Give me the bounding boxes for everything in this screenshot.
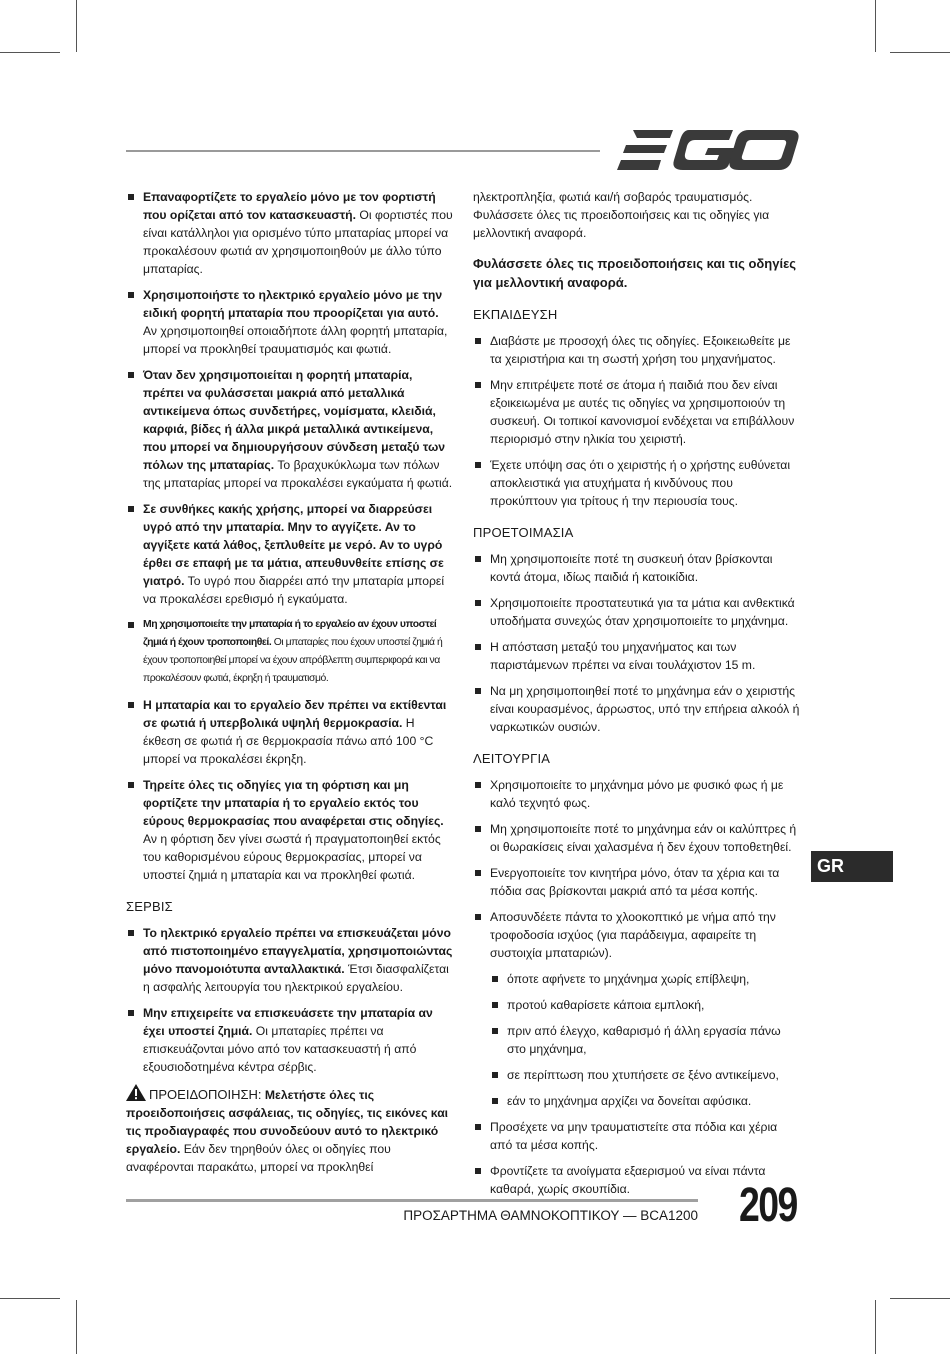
- crop-mark: [890, 52, 950, 53]
- preparation-bullet: Χρησιμοποιείτε προστατευτικά για τα μάτια και ανθεκτικά υποδήματα συνεχώς όταν χρησιμοποιείτε το μηχάνημα.: [473, 594, 801, 630]
- safety-bullet: Η μπαταρία και το εργαλείο δεν πρέπει να εκτίθενται σε φωτιά ή υπερβολικά υψηλή θερμοκρασία. Η έκθεση σε φωτιά ή σε θερμοκρασία πάνω από 100 °C μπορεί να προκαλέσει έκρηξη.: [126, 696, 454, 768]
- safety-bullet: Τηρείτε όλες τις οδηγίες για τη φόρτιση και μη φορτίζετε την μπαταρία ή το εργαλείο εκτός του εύρους θερμοκρασίας που αναφέρεται στις οδηγίες. Αν η φόρτιση δεν γίνει σωστά ή πραγματοποιηθεί εκτός του καθορισμένου εύρους θερμοκρασίας, μπορεί να υποστεί ζημιά η μπαταρία και να προκληθεί φωτιά.: [126, 776, 454, 884]
- operation-bullet: Χρησιμοποιείτε το μηχάνημα μόνο με φυσικό φως ή με καλό τεχνητό φως.: [473, 776, 801, 812]
- service-bullet: Μην επιχειρείτε να επισκευάσετε την μπαταρία αν έχει υποστεί ζημιά. Οι μπαταρίες πρέπει να επισκευάζονται μόνο από τον κατασκευαστή ή από εξουσιοδοτημένα κέντρα σέρβις.: [126, 1004, 454, 1076]
- operation-bullet: Μη χρησιμοποιείτε ποτέ το μηχάνημα εάν οι καλύπτρες ή οι θωρακίσεις είναι χαλασμένα ή δεν έχουν τοποθετηθεί.: [473, 820, 801, 856]
- left-column: [126, 188, 454, 1176]
- training-bullet: Διαβάστε με προσοχή όλες τις οδηγίες. Εξοικειωθείτε με τα χειριστήρια και τη σωστή χρήση του μηχανήματος.: [473, 332, 801, 368]
- training-bullet: Έχετε υπόψη σας ότι ο χειριστής ή ο χρήστης ευθύνεται αποκλειστικά για ατυχήματα ή κινδύνους που προκύπτουν για τρίτους ή την περιουσία τους.: [473, 456, 801, 510]
- footer-title: ΠΡΟΣΑΡΤΗΜΑ ΘΑΜΝΟΚΟΠΤΙΚΟΥ — BCA1200: [403, 1208, 698, 1223]
- disconnect-case-bullet: προτού καθαρίσετε κάποια εμπλοκή,: [490, 996, 801, 1014]
- disconnect-case-bullet: σε περίπτωση που χτυπήσετε σε ξένο αντικείμενο,: [490, 1066, 801, 1084]
- crop-mark: [890, 1298, 950, 1299]
- crop-mark: [875, 0, 876, 52]
- warning-block: ΠΡΟΕΙΔΟΠΟΙΗΣΗ: Μελετήστε όλες τις προειδοποιήσεις ασφάλειας, τις οδηγίες, τις εικόνες και τις προδιαγραφές που συνοδεύουν αυτό το ηλεκτρικό εργαλείο. Εάν δεν τηρηθούν όλες οι οδηγίες που αναφέρονται παρακάτω, μπορεί να προκληθεί: [126, 1084, 454, 1176]
- disconnect-case-bullet: όποτε αφήνετε το μηχάνημα χωρίς επίβλεψη,: [490, 970, 801, 988]
- disconnect-case-bullet: πριν από έλεγχο, καθαρισμό ή άλλη εργασία πάνω στο μηχάνημα,: [490, 1022, 801, 1058]
- disconnect-case-bullet: εάν το μηχάνημα αρχίζει να δονείται αφύσικα.: [490, 1092, 801, 1110]
- language-tab: GR: [811, 851, 893, 882]
- safety-bullet: Επαναφορτίζετε το εργαλείο μόνο με τον φορτιστή που ορίζεται από τον κατασκευαστή. Οι φορτιστές που είναι κατάλληλοι για ορισμένο τύπο μπαταρίας μπορεί να προκαλέσουν φωτιά αν χρησιμοποιηθούν με άλλο τύπο μπαταρίας.: [126, 188, 454, 278]
- right-column: [473, 188, 801, 1206]
- preparation-bullet: Μη χρησιμοποιείτε ποτέ τη συσκευή όταν βρίσκονται κοντά άτομα, ιδίως παιδιά ή κατοικίδια.: [473, 550, 801, 586]
- ego-logo: [617, 128, 799, 172]
- footer-rule: [126, 1199, 698, 1202]
- crop-mark: [875, 1300, 876, 1354]
- operation-bullet: Φροντίζετε τα ανοίγματα εξαερισμού να είναι πάντα καθαρά, χωρίς σκουπίδια.: [473, 1162, 801, 1198]
- service-heading: ΣΕΡΒΙΣ: [126, 899, 173, 914]
- safety-bullet: Σε συνθήκες κακής χρήσης, μπορεί να διαρρεύσει υγρό από την μπαταρία. Μην το αγγίζετε. Αν το αγγίξετε κατά λάθος, ξεπλυθείτε με νερό. Αν το υγρό έρθει σε επαφή με τα μάτια, απευθυνθείτε επίσης σε γιατρό. Το υγρό που διαρρέει από την μπαταρία μπορεί να προκαλέσει ερεθισμό ή εγκαύματα.: [126, 500, 454, 608]
- header-rule: [126, 150, 600, 152]
- safety-bullet: Χρησιμοποιήστε το ηλεκτρικό εργαλείο μόνο με την ειδική φορητή μπαταρία που προορίζεται για αυτό. Αν χρησιμοποιηθεί οποιαδήποτε άλλη φορητή μπαταρία, μπορεί να προκληθεί τραυματισμός και φωτιά.: [126, 286, 454, 358]
- operation-bullet: Αποσυνδέετε πάντα το χλοοκοπτικό με νήμα από την τροφοδοσία ισχύος (για παράδειγμα, αφαιρείτε τη συστοιχία μπαταριών).: [473, 908, 801, 962]
- crop-mark: [0, 1298, 60, 1299]
- crop-mark: [76, 1300, 77, 1354]
- operation-heading: ΛΕΙΤΟΥΡΓΙΑ: [473, 751, 551, 766]
- training-heading: ΕΚΠΑΙΔΕΥΣΗ: [473, 307, 558, 322]
- service-bullet: Το ηλεκτρικό εργαλείο πρέπει να επισκευάζεται μόνο από πιστοποιημένο επαγγελματία, χρησιμοποιώντας μόνο πανομοιότυπα ανταλλακτικά. Έτσι διασφαλίζεται η ασφαλής λειτουργία του ηλεκτρικού εργαλείου.: [126, 924, 454, 996]
- preparation-bullet: Να μη χρησιμοποιηθεί ποτέ το μηχάνημα εάν ο χειριστής είναι κουρασμένος, άρρωστος, υπό την επήρεια αλκοόλ ή ναρκωτικών ουσιών.: [473, 682, 801, 736]
- crop-mark: [76, 0, 77, 52]
- continuation-text: ηλεκτροπληξία, φωτιά και/ή σοβαρός τραυματισμός. Φυλάσσετε όλες τις προειδοποιήσεις και τις οδηγίες για μελλοντική αναφορά.: [473, 190, 770, 240]
- safety-bullet: Όταν δεν χρησιμοποιείται η φορητή μπαταρία, πρέπει να φυλάσσεται μακριά από μεταλλικά αντικείμενα όπως συνδετήρες, νομίσματα, κλειδιά, καρφιά, βίδες ή άλλα μικρά μεταλλικά αντικείμενα, που μπορεί να δημιουργήσουν σύνδεση μεταξύ των πόλων της μπαταρίας. Το βραχυκύκλωμα των πόλων της μπαταρίας μπορεί να προκαλέσει εγκαύματα ή φωτιά.: [126, 366, 454, 492]
- save-instructions-note: Φυλάσσετε όλες τις προειδοποιήσεις και τις οδηγίες για μελλοντική αναφορά.: [473, 256, 797, 290]
- warning-triangle-icon: [126, 1084, 146, 1101]
- preparation-bullet: Η απόσταση μεταξύ του μηχανήματος και των παριστάμενων πρέπει να είναι τουλάχιστον 15 m.: [473, 638, 801, 674]
- training-bullet: Μην επιτρέψετε ποτέ σε άτομα ή παιδιά που δεν είναι εξοικειωμένα με αυτές τις οδηγίες να χρησιμοποιούν τη συσκευή. Οι τοπικοί κανονισμοί ενδέχεται να επιβάλλουν περιορισμό στην ηλικία του χειριστή.: [473, 376, 801, 448]
- preparation-heading: ΠΡΟΕΤΟΙΜΑΣΙΑ: [473, 525, 574, 540]
- operation-bullet: Ενεργοποιείτε τον κινητήρα μόνο, όταν τα χέρια και τα πόδια σας βρίσκονται μακριά από τα μέσα κοπής.: [473, 864, 801, 900]
- safety-bullet: Μη χρησιμοποιείτε την μπαταρία ή το εργαλείο αν έχουν υποστεί ζημιά ή έχουν τροποποιηθεί. Οι μπαταρίες που έχουν υποστεί ζημιά ή έχουν τροποποιηθεί μπορεί να έχουν απρόβλεπτη συμπεριφορά και να προκαλέσουν φωτιά, έκρηξη ή τραυματισμό.: [126, 616, 454, 688]
- operation-bullet: Προσέχετε να μην τραυματιστείτε στα πόδια και χέρια από τα μέσα κοπής.: [473, 1118, 801, 1154]
- crop-mark: [0, 52, 60, 53]
- warning-label: ΠΡΟΕΙΔΟΠΟΙΗΣΗ:: [149, 1087, 262, 1102]
- page-number: 209: [739, 1179, 797, 1232]
